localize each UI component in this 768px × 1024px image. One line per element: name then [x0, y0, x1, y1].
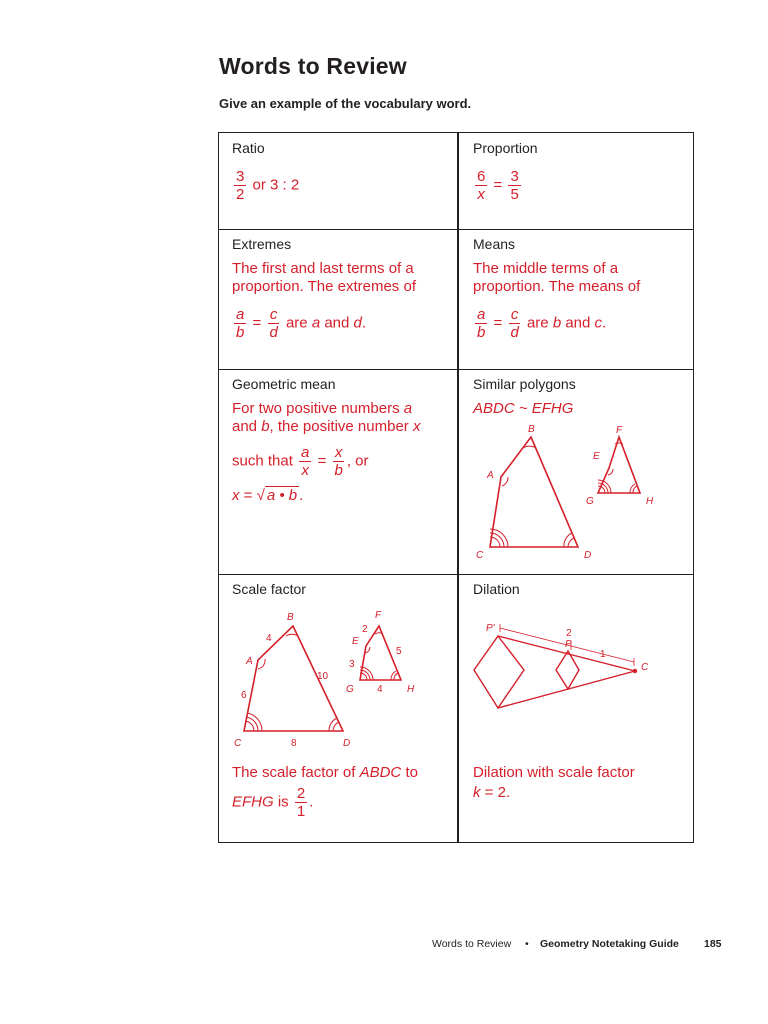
vertex-label-e: E: [352, 636, 359, 647]
ratio-example: [232, 168, 299, 203]
center-point: [633, 669, 637, 673]
text: are: [285, 314, 308, 332]
cell-dilation: [473, 581, 520, 597]
text: = 2.: [484, 784, 511, 801]
fraction-denominator: 1: [296, 803, 306, 820]
vertex-label-g: G: [346, 684, 354, 695]
table-row-divider: [218, 229, 694, 230]
variable: x: [412, 418, 421, 435]
equals-sign: =: [252, 314, 262, 332]
fraction-numerator: a: [301, 444, 310, 461]
angle-mark: [246, 717, 258, 731]
variable: d: [353, 314, 362, 332]
text: .: [299, 487, 304, 504]
quadrilateral-abdc: [244, 626, 343, 731]
angle-mark: [394, 673, 398, 680]
vertex-label-b: B: [528, 424, 535, 435]
equals-sign: =: [243, 487, 253, 504]
text: .: [602, 314, 607, 332]
cell-scale-factor: [232, 581, 306, 597]
page-number: 185: [704, 938, 722, 950]
extremes-line2: proportion. The extremes of: [232, 278, 416, 295]
scale-fraction: [295, 785, 307, 820]
dilation-caption-line1: Dilation with scale factor: [473, 764, 635, 781]
fraction-numerator: c: [269, 306, 278, 323]
variable: k: [473, 784, 481, 801]
vertex-label-f: F: [616, 425, 623, 436]
geometric-mean-line2: [232, 418, 420, 436]
fraction-denominator: 5: [510, 186, 519, 203]
similarity-statement: ABDC ~ EFHG: [473, 400, 574, 417]
fraction-denominator: x: [477, 186, 485, 203]
instruction-text: Give an example of the vocabulary word.: [219, 96, 472, 111]
angle-mark: [286, 634, 298, 636]
quadrilateral-abdc: [490, 437, 578, 547]
term-label: Extremes: [232, 236, 292, 252]
equals-sign: =: [493, 314, 503, 332]
term-label: Means: [473, 236, 516, 252]
variable: x: [232, 487, 240, 504]
variable: b: [261, 418, 270, 435]
variable: EFHG: [232, 793, 274, 811]
vertex-label-c: C: [476, 550, 484, 561]
ratio-fraction: [234, 168, 246, 203]
variable: b: [552, 314, 562, 332]
variable: c: [594, 314, 603, 332]
side-length-ef: 2: [362, 624, 368, 635]
vertex-label-h: H: [646, 496, 654, 507]
means-proportion: [473, 306, 640, 341]
right-fraction: [267, 306, 279, 341]
scale-factor-caption: [232, 764, 418, 820]
cell-proportion: [473, 140, 538, 203]
angle-mark: [333, 722, 339, 731]
cell-extremes: [232, 236, 416, 341]
fraction-numerator: 3: [236, 168, 245, 185]
right-fraction: [333, 444, 345, 479]
side-length-ac: 6: [241, 690, 247, 701]
side-length-ab: 4: [266, 633, 272, 644]
vertex-label-d: D: [343, 738, 351, 749]
footer-bullet: •: [525, 938, 529, 950]
equals-sign: =: [493, 176, 503, 194]
table-row-divider: [218, 369, 694, 370]
dilation-diagram: [458, 605, 694, 755]
text: is: [277, 793, 289, 811]
point-label-p: P: [565, 639, 572, 650]
text: For two positive numbers: [232, 400, 400, 417]
similar-polygons-diagram: [458, 420, 694, 570]
angle-mark: [568, 538, 574, 547]
side-length-eg: 3: [349, 659, 355, 670]
left-fraction: [475, 168, 487, 203]
term-label: Geometric mean: [232, 376, 336, 392]
segment-length-label: 1: [600, 649, 606, 660]
geometric-mean-line1: [232, 400, 420, 418]
fraction-numerator: a: [236, 306, 245, 323]
radicand: a • b: [266, 487, 298, 504]
dilated-rhombus: [474, 636, 524, 708]
dilation-caption: [473, 764, 635, 802]
means-line2: proportion. The means of: [473, 278, 641, 295]
text: are: [526, 314, 549, 332]
left-fraction: [475, 306, 487, 341]
text: .: [361, 314, 367, 332]
angle-mark: [633, 486, 637, 493]
fraction-denominator: 2: [236, 186, 245, 203]
angle-mark: [615, 443, 623, 444]
fraction-denominator: b: [477, 324, 486, 341]
extremes-line1: The first and last terms of a: [232, 260, 414, 277]
text: to: [405, 764, 418, 781]
term-label: Dilation: [473, 581, 520, 597]
text: and: [324, 314, 350, 332]
angle-mark: [258, 659, 265, 669]
vertex-label-g: G: [586, 496, 594, 507]
vertex-label-b: B: [287, 612, 294, 623]
segment-length-label: 2: [566, 628, 572, 639]
side-length-cd: 8: [291, 738, 297, 749]
vertex-label-f: F: [375, 610, 382, 621]
vertex-label-a: A: [487, 470, 494, 481]
means-line1: The middle terms of a: [473, 260, 619, 277]
left-fraction: [299, 444, 311, 479]
geometric-mean-formula: [232, 487, 420, 505]
original-rhombus: [556, 651, 579, 689]
fraction-denominator: b: [334, 462, 343, 479]
extremes-proportion: [232, 306, 416, 341]
text: , the positive number: [269, 418, 409, 435]
vertex-label-a: A: [246, 656, 253, 667]
fraction-numerator: c: [510, 306, 519, 323]
cell-ratio: [232, 140, 299, 203]
table-row-divider: [218, 574, 694, 575]
point-label-c: C: [641, 662, 649, 673]
page-title: Words to Review: [219, 53, 407, 79]
text: .: [309, 793, 314, 811]
variable: a: [311, 314, 321, 332]
proportion-example: [473, 168, 538, 203]
fraction-denominator: d: [269, 324, 278, 341]
left-fraction: [234, 306, 246, 341]
right-fraction: [508, 306, 520, 341]
text: and: [565, 314, 591, 332]
term-label: Scale factor: [232, 581, 306, 597]
square-root-symbol: √: [256, 487, 265, 504]
text: , or: [346, 452, 369, 470]
fraction-denominator: b: [236, 324, 245, 341]
fraction-numerator: 3: [510, 168, 519, 185]
ray-line: [498, 671, 635, 708]
text: The scale factor of: [232, 764, 356, 781]
cell-similar-polygons: [473, 376, 576, 418]
angle-mark: [502, 477, 508, 486]
right-fraction: [508, 168, 520, 203]
fraction-denominator: d: [510, 324, 519, 341]
term-label: Similar polygons: [473, 376, 576, 392]
fraction-numerator: a: [477, 306, 486, 323]
fraction-denominator: x: [301, 462, 309, 479]
side-length-bd: 10: [317, 671, 329, 682]
equals-sign: =: [317, 452, 327, 470]
side-length-gh: 4: [377, 684, 383, 695]
vertex-label-c: C: [234, 738, 242, 749]
cell-geometric-mean: [232, 376, 420, 505]
footer-section: Words to Review: [432, 938, 512, 950]
footer-book-title: Geometry Notetaking Guide: [540, 938, 679, 950]
cell-means: [473, 236, 640, 341]
vertex-label-h: H: [407, 684, 415, 695]
text: and: [232, 418, 258, 435]
side-length-fh: 5: [396, 646, 402, 657]
scale-factor-diagram: [220, 605, 456, 755]
variable: a: [403, 400, 413, 417]
fraction-numerator: x: [334, 444, 343, 461]
ratio-colon-form: or 3 : 2: [252, 176, 300, 194]
fraction-numerator: 2: [296, 785, 306, 802]
vertex-label-d: D: [584, 550, 592, 561]
term-label: Ratio: [232, 140, 265, 156]
variable: ABDC: [359, 764, 402, 781]
vertex-label-e: E: [593, 451, 600, 462]
point-label-p-prime: P': [486, 623, 495, 634]
text: such that: [232, 452, 293, 470]
term-label: Proportion: [473, 140, 538, 156]
fraction-numerator: 6: [477, 168, 486, 185]
geometric-mean-proportion: [232, 444, 420, 479]
angle-mark: [375, 633, 383, 634]
